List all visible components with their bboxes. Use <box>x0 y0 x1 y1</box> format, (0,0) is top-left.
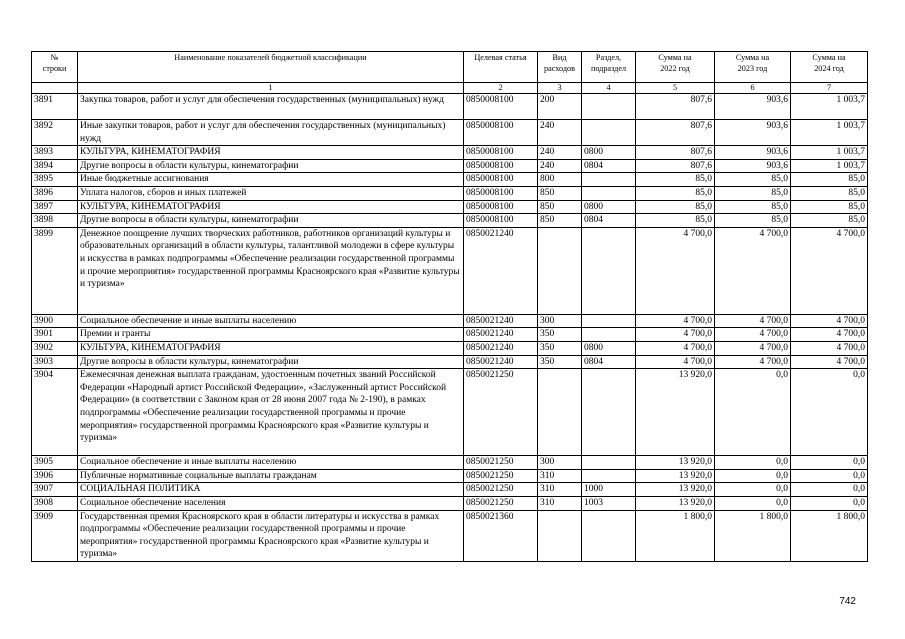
page-number: 742 <box>839 596 856 607</box>
sum-2024: 1 003,7 <box>791 94 868 120</box>
section-code: 0800 <box>582 341 636 355</box>
sum-2022: 13 920,0 <box>636 496 715 510</box>
header-target-article: Целевая статья <box>464 52 538 83</box>
table-row <box>32 328 868 342</box>
row-number: 3904 <box>32 369 78 456</box>
indicator-name: Государственная премия Красноярского края в области литературы и искусства в рамках подпрограммы «Обеспечение реализации государственной программы и прочие мероприятия» государственной программы Красноярского края «Развитие культуры и туризма» <box>78 510 464 561</box>
table-row <box>32 159 868 173</box>
table-row <box>32 120 868 146</box>
expense-type: 310 <box>538 483 582 497</box>
sum-2022: 85,0 <box>636 214 715 228</box>
sum-2023: 903,6 <box>715 120 791 146</box>
section-code: 1003 <box>582 496 636 510</box>
expense-type: 310 <box>538 496 582 510</box>
indicator-name: КУЛЬТУРА, КИНЕМАТОГРАФИЯ <box>78 341 464 355</box>
section-code <box>582 314 636 328</box>
column-number: 3 <box>538 83 582 94</box>
sum-2022: 807,6 <box>636 159 715 173</box>
target-article: 0850021250 <box>464 496 538 510</box>
section-code <box>582 369 636 456</box>
sum-2022: 807,6 <box>636 120 715 146</box>
table-row <box>32 510 868 561</box>
sum-2022: 85,0 <box>636 173 715 187</box>
target-article: 0850021250 <box>464 456 538 470</box>
row-number: 3901 <box>32 328 78 342</box>
section-code <box>582 469 636 483</box>
header-expense-type: Вид расходов <box>538 52 582 83</box>
row-number: 3896 <box>32 186 78 200</box>
target-article: 0850021240 <box>464 341 538 355</box>
expense-type: 800 <box>538 173 582 187</box>
sum-2022: 807,6 <box>636 146 715 160</box>
expense-type: 350 <box>538 355 582 369</box>
sum-2022: 13 920,0 <box>636 483 715 497</box>
row-number: 3900 <box>32 314 78 328</box>
section-code <box>582 186 636 200</box>
indicator-name: Ежемесячная денежная выплата гражданам, удостоенным почетных званий Российской Федерации «Народный артист Российской Федерации», «Заслуженный артист Российской Федерации» (в соответствии с Законом края от 28 июня 2007 года № 2-190), в рамках подпрограммы «Обеспечение реализации государственной программы и прочие мероприятия» государственной программы Красноярского края «Развитие культуры и туризма» <box>78 369 464 456</box>
indicator-name: Закупка товаров, работ и услуг для обеспечения государственных (муниципальных) нужд <box>78 94 464 120</box>
sum-2023: 85,0 <box>715 200 791 214</box>
expense-type: 850 <box>538 186 582 200</box>
target-article: 0850008100 <box>464 146 538 160</box>
column-number-row <box>32 83 868 94</box>
section-code: 0804 <box>582 159 636 173</box>
table-row <box>32 94 868 120</box>
sum-2022: 4 700,0 <box>636 227 715 314</box>
sum-2023: 85,0 <box>715 173 791 187</box>
column-number: 1 <box>78 83 464 94</box>
sum-2024: 0,0 <box>791 483 868 497</box>
section-code <box>582 173 636 187</box>
header-row-number: № строки <box>32 52 78 83</box>
sum-2024: 85,0 <box>791 214 868 228</box>
row-number: 3909 <box>32 510 78 561</box>
sum-2022: 85,0 <box>636 186 715 200</box>
expense-type: 850 <box>538 214 582 228</box>
sum-2022: 13 920,0 <box>636 369 715 456</box>
table-row <box>32 214 868 228</box>
section-code <box>582 328 636 342</box>
sum-2023: 4 700,0 <box>715 355 791 369</box>
section-code <box>582 227 636 314</box>
target-article: 0850021360 <box>464 510 538 561</box>
section-code <box>582 120 636 146</box>
indicator-name: СОЦИАЛЬНАЯ ПОЛИТИКА <box>78 483 464 497</box>
expense-type: 850 <box>538 200 582 214</box>
table-row <box>32 146 868 160</box>
expense-type: 300 <box>538 314 582 328</box>
sum-2023: 0,0 <box>715 496 791 510</box>
sum-2023: 4 700,0 <box>715 314 791 328</box>
table-row <box>32 314 868 328</box>
sum-2024: 4 700,0 <box>791 328 868 342</box>
sum-2024: 0,0 <box>791 469 868 483</box>
column-number: 5 <box>636 83 715 94</box>
sum-2022: 13 920,0 <box>636 456 715 470</box>
target-article: 0850021240 <box>464 355 538 369</box>
sum-2024: 1 800,0 <box>791 510 868 561</box>
table-row <box>32 456 868 470</box>
table-row <box>32 173 868 187</box>
sum-2024: 85,0 <box>791 200 868 214</box>
expense-type: 240 <box>538 146 582 160</box>
expense-type: 200 <box>538 94 582 120</box>
indicator-name: Иные бюджетные ассигнования <box>78 173 464 187</box>
sum-2022: 807,6 <box>636 94 715 120</box>
sum-2024: 4 700,0 <box>791 355 868 369</box>
sum-2022: 4 700,0 <box>636 341 715 355</box>
expense-type: 240 <box>538 120 582 146</box>
budget-table <box>31 51 868 562</box>
table-row <box>32 355 868 369</box>
section-code <box>582 456 636 470</box>
sum-2023: 0,0 <box>715 469 791 483</box>
sum-2024: 0,0 <box>791 496 868 510</box>
table-row <box>32 369 868 456</box>
column-number: 2 <box>464 83 538 94</box>
sum-2023: 0,0 <box>715 369 791 456</box>
indicator-name: Другие вопросы в области культуры, кинематографии <box>78 159 464 173</box>
target-article: 0850008100 <box>464 186 538 200</box>
section-code: 0804 <box>582 355 636 369</box>
target-article: 0850008100 <box>464 120 538 146</box>
target-article: 0850021240 <box>464 328 538 342</box>
sum-2023: 4 700,0 <box>715 341 791 355</box>
target-article: 0850021240 <box>464 314 538 328</box>
sum-2023: 0,0 <box>715 456 791 470</box>
target-article: 0850008100 <box>464 200 538 214</box>
sum-2022: 4 700,0 <box>636 355 715 369</box>
row-number: 3906 <box>32 469 78 483</box>
indicator-name: Иные закупки товаров, работ и услуг для обеспечения государственных (муниципальных) нужд <box>78 120 464 146</box>
table-row <box>32 186 868 200</box>
expense-type: 300 <box>538 456 582 470</box>
header-section: Раздел, подраздел <box>582 52 636 83</box>
indicator-name: Денежное поощрение лучших творческих работников, работников организаций культуры и образовательных организаций в области культуры, талантливой молодежи в сфере культуры и искусства в рамках подпрограммы «Обеспечение реализации государственной программы и прочие мероприятия» государственной программы Красноярского края «Развитие культуры и туризма» <box>78 227 464 314</box>
header-sum-2023: Сумма на 2023 год <box>715 52 791 83</box>
sum-2024: 4 700,0 <box>791 314 868 328</box>
indicator-name: Социальное обеспечение населения <box>78 496 464 510</box>
target-article: 0850021250 <box>464 369 538 456</box>
sum-2024: 1 003,7 <box>791 120 868 146</box>
section-code: 0800 <box>582 146 636 160</box>
target-article: 0850008100 <box>464 173 538 187</box>
sum-2024: 1 003,7 <box>791 159 868 173</box>
column-number: 6 <box>715 83 791 94</box>
sum-2024: 85,0 <box>791 186 868 200</box>
sum-2023: 85,0 <box>715 214 791 228</box>
row-number: 3902 <box>32 341 78 355</box>
sum-2022: 13 920,0 <box>636 469 715 483</box>
indicator-name: Другие вопросы в области культуры, кинематографии <box>78 214 464 228</box>
row-number: 3894 <box>32 159 78 173</box>
expense-type: 240 <box>538 159 582 173</box>
sum-2024: 4 700,0 <box>791 341 868 355</box>
target-article: 0850008100 <box>464 94 538 120</box>
row-number: 3897 <box>32 200 78 214</box>
sum-2023: 903,6 <box>715 146 791 160</box>
header-row <box>32 52 868 83</box>
row-number: 3895 <box>32 173 78 187</box>
expense-type <box>538 510 582 561</box>
sum-2023: 4 700,0 <box>715 328 791 342</box>
header-sum-2022: Сумма на 2022 год <box>636 52 715 83</box>
indicator-name: Уплата налогов, сборов и иных платежей <box>78 186 464 200</box>
section-code: 0800 <box>582 200 636 214</box>
row-number: 3891 <box>32 94 78 120</box>
expense-type <box>538 227 582 314</box>
indicator-name: Публичные нормативные социальные выплаты гражданам <box>78 469 464 483</box>
sum-2024: 4 700,0 <box>791 227 868 314</box>
row-number: 3905 <box>32 456 78 470</box>
table-row <box>32 483 868 497</box>
row-number: 3899 <box>32 227 78 314</box>
sum-2024: 0,0 <box>791 456 868 470</box>
section-code <box>582 94 636 120</box>
column-number <box>32 83 78 94</box>
sum-2022: 85,0 <box>636 200 715 214</box>
indicator-name: Премии и гранты <box>78 328 464 342</box>
table-row <box>32 200 868 214</box>
column-number: 7 <box>791 83 868 94</box>
indicator-name: Социальное обеспечение и иные выплаты населению <box>78 456 464 470</box>
target-article: 0850008100 <box>464 214 538 228</box>
expense-type: 350 <box>538 341 582 355</box>
sum-2024: 0,0 <box>791 369 868 456</box>
sum-2023: 85,0 <box>715 186 791 200</box>
row-number: 3892 <box>32 120 78 146</box>
target-article: 0850021240 <box>464 227 538 314</box>
row-number: 3907 <box>32 483 78 497</box>
sum-2022: 1 800,0 <box>636 510 715 561</box>
table-row <box>32 496 868 510</box>
sum-2023: 4 700,0 <box>715 227 791 314</box>
section-code: 1000 <box>582 483 636 497</box>
sum-2022: 4 700,0 <box>636 328 715 342</box>
row-number: 3898 <box>32 214 78 228</box>
expense-type: 350 <box>538 328 582 342</box>
expense-type <box>538 369 582 456</box>
row-number: 3908 <box>32 496 78 510</box>
indicator-name: КУЛЬТУРА, КИНЕМАТОГРАФИЯ <box>78 200 464 214</box>
indicator-name: Социальное обеспечение и иные выплаты населению <box>78 314 464 328</box>
sum-2022: 4 700,0 <box>636 314 715 328</box>
expense-type: 310 <box>538 469 582 483</box>
sum-2023: 903,6 <box>715 159 791 173</box>
sum-2023: 903,6 <box>715 94 791 120</box>
sum-2023: 1 800,0 <box>715 510 791 561</box>
column-number: 4 <box>582 83 636 94</box>
table-row <box>32 341 868 355</box>
section-code: 0804 <box>582 214 636 228</box>
sum-2024: 85,0 <box>791 173 868 187</box>
indicator-name: КУЛЬТУРА, КИНЕМАТОГРАФИЯ <box>78 146 464 160</box>
table-row <box>32 227 868 314</box>
section-code <box>582 510 636 561</box>
indicator-name: Другие вопросы в области культуры, кинематографии <box>78 355 464 369</box>
header-indicator-name: Наименование показателей бюджетной классификации <box>78 52 464 83</box>
sum-2024: 1 003,7 <box>791 146 868 160</box>
table-row <box>32 469 868 483</box>
target-article: 0850021250 <box>464 469 538 483</box>
row-number: 3903 <box>32 355 78 369</box>
header-sum-2024: Сумма на 2024 год <box>791 52 868 83</box>
target-article: 0850021250 <box>464 483 538 497</box>
row-number: 3893 <box>32 146 78 160</box>
sum-2023: 0,0 <box>715 483 791 497</box>
target-article: 0850008100 <box>464 159 538 173</box>
